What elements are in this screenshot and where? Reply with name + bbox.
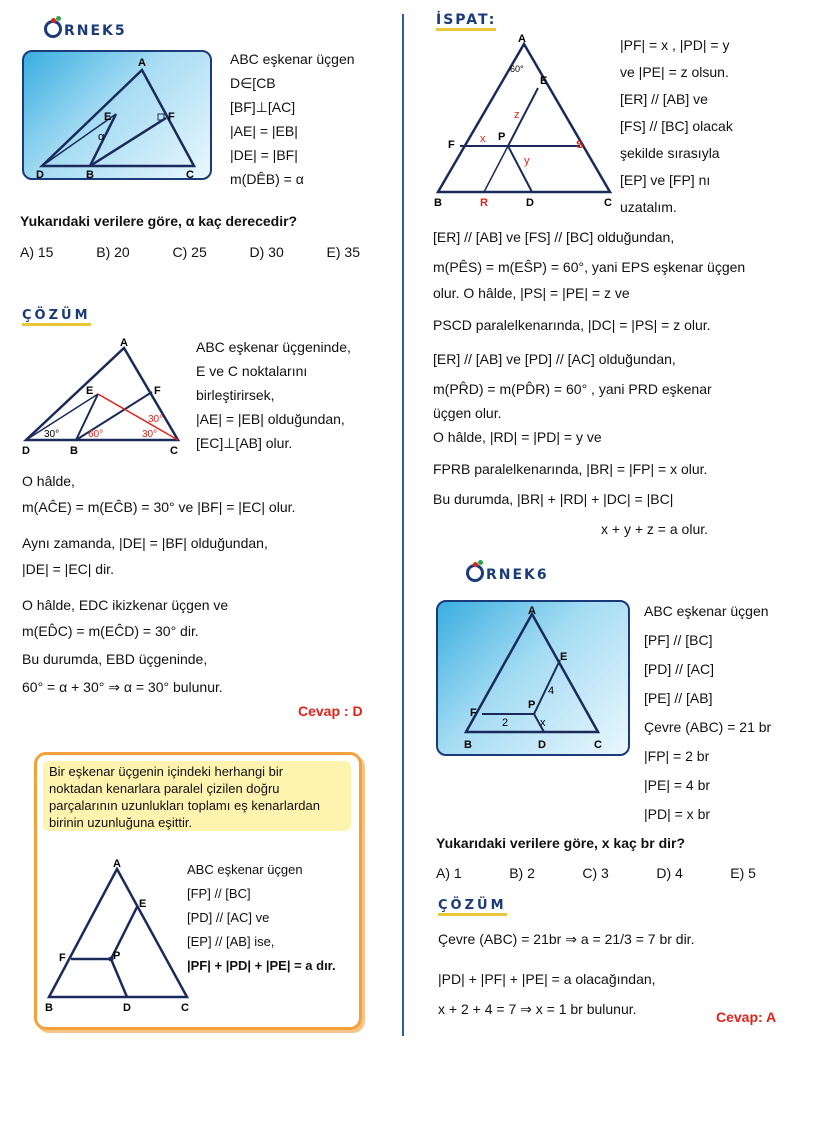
rule-line: Bir eşkenar üçgenin içindeki herhangi bir xyxy=(49,764,284,779)
fig-label-f: F xyxy=(168,111,175,123)
cozum5-header: ÇÖZÜM xyxy=(22,308,91,326)
given-line: m(DÊB) = α xyxy=(230,171,304,187)
text-line: E ve C noktalarını xyxy=(196,363,308,379)
text-line: uzatalım. xyxy=(620,199,677,215)
fig-label-b: B xyxy=(434,197,442,209)
text-line: O hâlde, xyxy=(22,473,75,489)
given-line: [BF]⊥[AC] xyxy=(230,99,296,115)
text-line: Çevre (ABC) = 21br ⇒ a = 21/3 = 7 br dir. xyxy=(438,931,695,947)
choice-b[interactable]: B) 20 xyxy=(96,244,130,260)
choice-d[interactable]: D) 30 xyxy=(249,244,284,260)
choice-e[interactable]: E) 35 xyxy=(326,244,360,260)
given-line: [PD] // [AC] ve xyxy=(187,910,270,925)
rule-text xyxy=(49,763,320,831)
fig-label-e: E xyxy=(104,111,112,123)
text-line: [FS] // [BC] olacak xyxy=(620,118,733,134)
logo-o-icon xyxy=(466,564,484,582)
cozum6-answer: Cevap: A xyxy=(716,1009,777,1025)
ornek6-figure xyxy=(436,600,630,756)
given-line: |FP| = 2 br xyxy=(644,748,710,764)
fig-len-z: z xyxy=(514,109,520,121)
fig-label-a: A xyxy=(138,57,146,69)
text-line: |AE| = |EB| olduğundan, xyxy=(196,411,345,427)
fig-label-p: P xyxy=(528,699,536,711)
rule-line: noktadan kenarlara paralel çizilen doğru xyxy=(49,781,280,796)
given-line: ABC eşkenar üçgen xyxy=(230,51,355,67)
fig-label-d: D xyxy=(123,1002,131,1014)
ornek6-choices xyxy=(436,864,756,882)
cozum5-figure xyxy=(18,336,188,456)
fig-label-f: F xyxy=(59,952,66,964)
fig-label-b: B xyxy=(464,739,472,751)
cozum5-answer: Cevap : D xyxy=(298,703,363,719)
text-line: m(PR̂D) = m(PD̂R) = 60° , yani PRD eşkenar xyxy=(433,381,712,397)
text-line: [ER] // [AB] ve xyxy=(620,91,708,107)
ornek5-question: Yukarıdaki verilere göre, α kaç derecedir? xyxy=(20,213,298,229)
text-line: şekilde sırasıyla xyxy=(620,145,720,161)
cozum5-lines xyxy=(22,472,295,696)
ispat-header: İSPAT: xyxy=(436,12,496,31)
text-line: x + y + z = a olur. xyxy=(601,521,709,537)
fig-label-d: D xyxy=(36,169,44,178)
text-line: |PF| = x , |PD| = y xyxy=(620,37,730,53)
fig-label-d: D xyxy=(538,739,546,751)
fig-label-f: F xyxy=(470,707,477,719)
given-line: |PF| + |PD| + |PE| = a dır. xyxy=(187,958,336,973)
fig-label-s: S xyxy=(576,139,584,151)
text-line: ABC eşkenar üçgeninde, xyxy=(196,339,351,355)
given-line: |AE| = |EB| xyxy=(230,123,298,139)
text-line: 60° = α + 30° ⇒ α = 30° bulunur. xyxy=(22,679,223,695)
given-line: ABC eşkenar üçgen xyxy=(187,862,303,877)
fig-label-c: C xyxy=(170,445,178,456)
logo-o-icon xyxy=(44,20,62,38)
fig-label-e: E xyxy=(86,385,94,397)
ispat-figure xyxy=(430,32,616,212)
column-divider xyxy=(402,14,404,1036)
ispat-side xyxy=(620,36,733,216)
fig-angle-30b: 30° xyxy=(142,429,158,440)
text-line: Bu durumda, EBD üçgeninde, xyxy=(22,651,208,667)
text-line: [EP] ve [FP] nı xyxy=(620,172,711,188)
text-line: m(ED̂C) = m(EĈD) = 30° dir. xyxy=(22,623,199,639)
given-line: ABC eşkenar üçgen xyxy=(644,603,769,619)
ornek6-question: Yukarıdaki verilere göre, x kaç br dir? xyxy=(436,835,686,851)
fig-len-4: 4 xyxy=(548,685,555,697)
given-line: [EP] // [AB] ise, xyxy=(187,934,275,949)
given-line: |PD| = x br xyxy=(644,806,711,822)
fig-label-a: A xyxy=(120,337,128,349)
fig-label-alpha: α xyxy=(98,131,105,143)
rule-line: birinin uzunluğuna eşittir. xyxy=(49,815,193,830)
rule-figure xyxy=(41,855,191,1015)
fig-angle-30c: 30° xyxy=(148,414,164,425)
fig-label-e: E xyxy=(560,651,568,663)
ornek6-header: RNEK6 xyxy=(466,564,549,583)
fig-len-2: 2 xyxy=(502,717,509,729)
text-line: FPRB paralelkenarında, |BR| = |FP| = x olur. xyxy=(433,461,708,477)
choice-d[interactable]: D) 4 xyxy=(656,865,683,881)
fig-label-a: A xyxy=(528,605,536,617)
fig-label-b: B xyxy=(45,1002,53,1014)
fig-label-b: B xyxy=(86,169,94,178)
text-line: olur. O hâlde, |PS| = |PE| = z ve xyxy=(433,285,630,301)
choice-b[interactable]: B) 2 xyxy=(509,865,535,881)
fig-label-d: D xyxy=(22,445,30,456)
text-line: O hâlde, EDC ikizkenar üçgen ve xyxy=(22,597,229,613)
text-line: birleştirirsek, xyxy=(196,387,275,403)
given-line: |PE| = 4 br xyxy=(644,777,711,793)
given-line: [PD] // [AC] xyxy=(644,661,715,677)
fig-label-b: B xyxy=(70,445,78,456)
fig-len-y: y xyxy=(524,155,530,167)
text-line: üçgen olur. xyxy=(433,405,502,421)
text-line: x + 2 + 4 = 7 ⇒ x = 1 br bulunur. xyxy=(438,1001,637,1017)
given-line: Çevre (ABC) = 21 br xyxy=(644,719,772,735)
choice-c[interactable]: C) 3 xyxy=(582,865,609,881)
fig-angle-60: 60° xyxy=(88,429,104,440)
rule-line: parçalarının uzunlukları toplamı eş kenarlardan xyxy=(49,798,320,813)
text-line: Bu durumda, |BR| + |RD| + |DC| = |BC| xyxy=(433,491,674,507)
fig-label-p: P xyxy=(498,131,506,143)
ornek6-givens xyxy=(644,602,771,823)
fig-label-a: A xyxy=(518,33,526,45)
ornek5-choices xyxy=(20,243,360,261)
choice-e[interactable]: E) 5 xyxy=(730,865,756,881)
fig-angle-60: 60° xyxy=(510,64,524,74)
text-line: |DE| = |EC| dir. xyxy=(22,561,114,577)
fig-label-d: D xyxy=(526,197,534,209)
text-line: [EC]⊥[AB] olur. xyxy=(196,435,293,451)
ispat-lines xyxy=(433,228,745,538)
ornek5-header: RNEK5 xyxy=(44,20,127,39)
fig-angle-30: 30° xyxy=(44,429,60,440)
text-line: PSCD paralelkenarında, |DC| = |PS| = z olur. xyxy=(433,317,711,333)
rule-givens xyxy=(187,861,336,975)
text-line: |PD| + |PF| + |PE| = a olacağından, xyxy=(438,971,656,987)
fig-label-c: C xyxy=(186,169,194,178)
choice-a[interactable]: A) 15 xyxy=(20,244,54,260)
text-line: m(PÊS) = m(EŜP) = 60°, yani EPS eşkenar üçgen xyxy=(433,259,746,275)
ornek5-figure xyxy=(22,50,212,180)
given-line: [FP] // [BC] xyxy=(187,886,251,901)
fig-label-c: C xyxy=(181,1002,189,1014)
fig-label-f: F xyxy=(448,139,455,151)
text-line: m(AĈE) = m(EĈB) = 30° ve |BF| = |EC| olur. xyxy=(22,499,296,515)
fig-len-x: x xyxy=(540,717,546,729)
fig-label-f: F xyxy=(154,385,161,397)
rule-box xyxy=(34,752,362,1030)
choice-c[interactable]: C) 25 xyxy=(172,244,207,260)
given-line: |DE| = |BF| xyxy=(230,147,298,163)
given-line: [PE] // [AB] xyxy=(644,690,713,706)
fig-label-r: R xyxy=(480,197,488,209)
ornek5-givens xyxy=(230,50,355,188)
fig-label-e: E xyxy=(139,898,147,910)
text-line: ve |PE| = z olsun. xyxy=(620,64,729,80)
cozum6-header: ÇÖZÜM xyxy=(438,898,507,916)
fig-label-e: E xyxy=(540,75,548,87)
text-line: Aynı zamanda, |DE| = |BF| olduğundan, xyxy=(22,535,268,551)
given-line: D∈[CB xyxy=(230,75,276,91)
fig-label-c: C xyxy=(604,197,612,209)
cozum6-lines xyxy=(438,930,694,1018)
cozum5-side xyxy=(196,338,351,452)
choice-a[interactable]: A) 1 xyxy=(436,865,462,881)
text-line: O hâlde, |RD| = |PD| = y ve xyxy=(433,429,602,445)
fig-label-p: P xyxy=(113,950,121,962)
given-line: [PF] // [BC] xyxy=(644,632,713,648)
fig-len-x: x xyxy=(480,133,486,145)
fig-label-a: A xyxy=(113,858,121,870)
text-line: [ER] // [AB] ve [PD] // [AC] olduğundan, xyxy=(433,351,676,367)
fig-label-c: C xyxy=(594,739,602,751)
text-line: [ER] // [AB] ve [FS] // [BC] olduğundan, xyxy=(433,229,675,245)
